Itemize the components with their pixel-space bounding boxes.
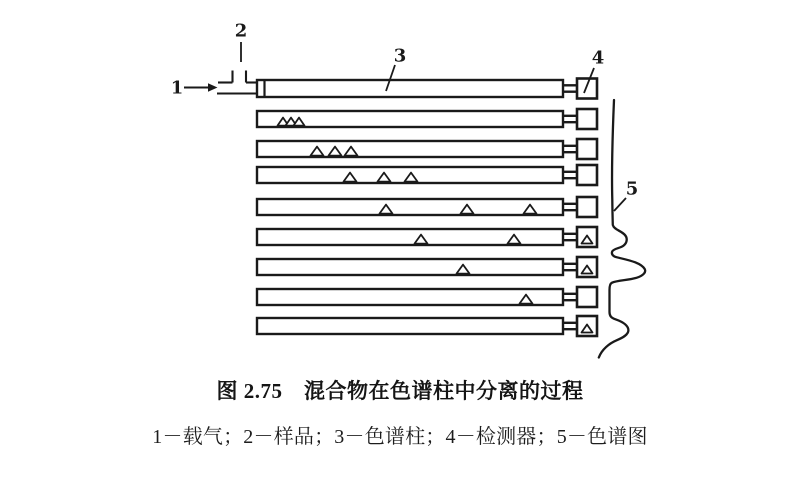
column-tube (257, 289, 563, 305)
callout-number-column: 3 (393, 45, 407, 67)
callout-carrier-gas (171, 78, 184, 99)
detector-box (577, 197, 597, 217)
chromatogram-curve (599, 100, 645, 358)
column-tube (257, 141, 563, 157)
detector-box (577, 109, 597, 129)
column-tube (257, 318, 563, 334)
detector-box (577, 139, 597, 159)
callout-number-detector: 4 (591, 47, 605, 69)
column-tube (257, 80, 563, 97)
callout-number-carrier-gas: 1 (170, 77, 184, 99)
column-row-1 (257, 79, 597, 99)
callout-sample (235, 21, 248, 63)
callout-chromatogram (614, 179, 638, 212)
detector-box (577, 287, 597, 307)
callout-number-sample: 2 (234, 20, 248, 42)
column-tube (257, 259, 563, 275)
inlet-port (217, 71, 258, 94)
figure-caption: 图 2.75 混合物在色谱柱中分离的过程 (216, 379, 584, 403)
column-row-8 (257, 287, 597, 307)
column-row-5 (257, 197, 597, 217)
column-row-4 (257, 165, 597, 185)
flow-arrow (184, 83, 218, 92)
leader-line (614, 198, 626, 211)
column-row-7 (257, 257, 597, 277)
column-tube (257, 199, 563, 215)
callout-number-chromatogram: 5 (625, 178, 639, 200)
column-row-2 (257, 109, 597, 129)
figure-legend: 1－载气；2－样品；3－色谱柱；4－检测器；5－色谱图 (152, 426, 648, 448)
column-row-9 (257, 316, 597, 336)
detector-box (577, 165, 597, 185)
detector-box (577, 79, 597, 99)
arrowhead-icon (208, 83, 218, 92)
column-row-3 (257, 139, 597, 159)
column-row-6 (257, 227, 597, 247)
